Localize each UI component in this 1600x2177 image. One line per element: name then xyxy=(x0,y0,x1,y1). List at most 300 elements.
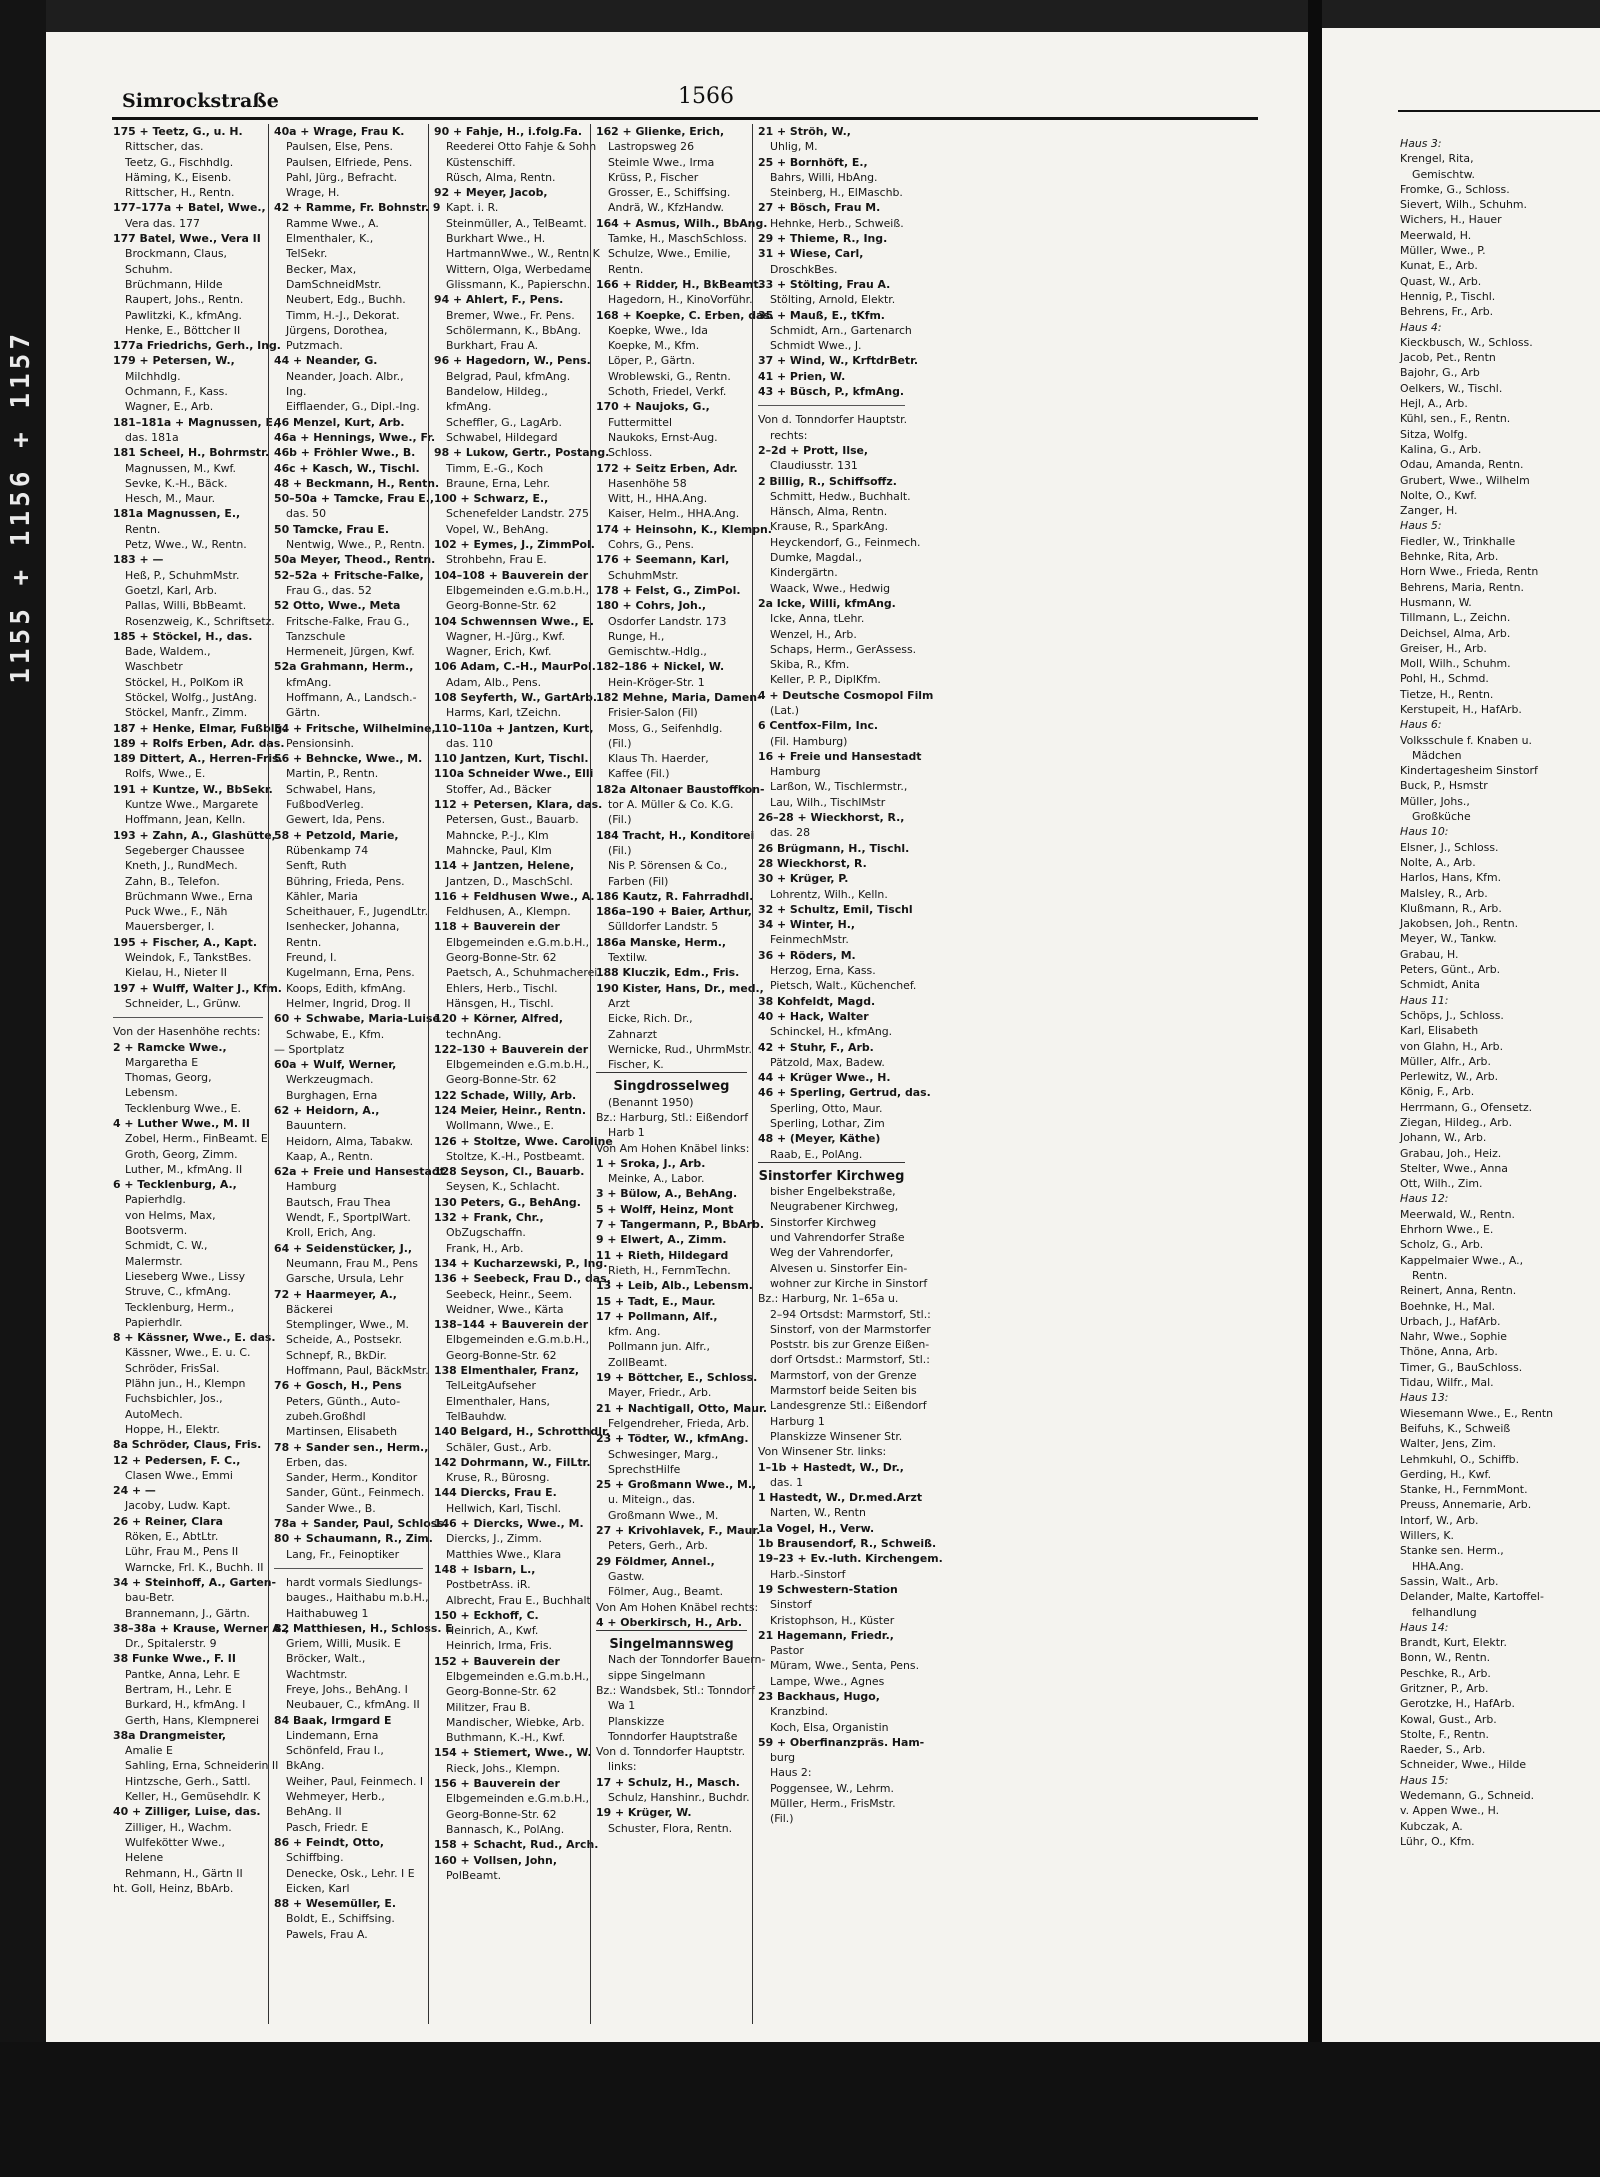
directory-entry: 118 + Bauverein der xyxy=(434,920,560,934)
directory-entry: Von der Hasenhöhe rechts: xyxy=(113,1025,261,1039)
directory-entry: Landesgrenze Stl.: Eißendorf xyxy=(770,1399,927,1413)
directory-entry: Bonn, W., Rentn. xyxy=(1400,1651,1491,1665)
directory-entry: 1a Vogel, H., Verw. xyxy=(758,1521,875,1535)
directory-entry: Schiffbing. xyxy=(286,1851,344,1865)
directory-entry: 25 + Bornhöft, E., xyxy=(758,155,868,169)
directory-entry: bau-Betr. xyxy=(125,1591,175,1605)
directory-entry: 154 + Stiemert, Wwe., W. xyxy=(434,1746,592,1760)
directory-entry: 1–1b + Hastedt, W., Dr., xyxy=(758,1460,904,1474)
directory-entry: 112 + Petersen, Klara, das. xyxy=(434,798,603,812)
directory-entry: Jürgens, Dorothea, xyxy=(286,323,388,337)
directory-entry: 23 Backhaus, Hugo, xyxy=(758,1689,880,1703)
directory-entry: Nolte, O., Kwf. xyxy=(1400,488,1477,502)
directory-entry: Grabau, Joh., Heiz. xyxy=(1400,1146,1502,1160)
directory-entry: 152 + Bauverein der xyxy=(434,1654,560,1668)
directory-entry: Sander, Günt., Feinmech. xyxy=(286,1486,425,1500)
directory-entry: Moll, Wilh., Schuhm. xyxy=(1400,657,1511,671)
directory-entry: Jacoby, Ludw. Kapt. xyxy=(125,1499,231,1513)
directory-entry: Preuss, Annemarie, Arb. xyxy=(1400,1498,1532,1512)
directory-entry: Waack, Wwe., Hedwig xyxy=(770,581,891,595)
directory-entry: Haithabuweg 1 xyxy=(286,1606,369,1620)
directory-entry: Osdorfer Landstr. 173 xyxy=(608,614,727,628)
directory-entry: u. Miteign., das. xyxy=(608,1493,696,1507)
directory-entry: 15 + Tadt, E., Maur. xyxy=(596,1294,716,1308)
directory-entry: Reinert, Anna, Rentn. xyxy=(1400,1284,1517,1298)
directory-entry: 17 + Schulz, H., Masch. xyxy=(596,1775,740,1789)
directory-entry: Weidner, Wwe., Kärta xyxy=(446,1302,564,1316)
directory-entry: Peters, Günth., Auto- xyxy=(286,1394,401,1408)
column-3 xyxy=(428,124,613,2024)
directory-entry: Stöckel, H., PolKom iR xyxy=(125,675,244,689)
directory-entry: 26–28 + Wieckhorst, R., xyxy=(758,811,905,825)
directory-entry: 179 + Petersen, W., xyxy=(113,354,235,368)
directory-entry: BkAng. xyxy=(286,1759,325,1773)
directory-entry: 2–2d + Prott, Ilse, xyxy=(758,443,869,457)
directory-entry: PostbetrAss. iR. xyxy=(446,1578,531,1592)
directory-entry: Lampe, Wwe., Agnes xyxy=(770,1674,885,1688)
directory-entry: Intorf, W., Arb. xyxy=(1400,1513,1479,1527)
directory-entry: (Fil. Hamburg) xyxy=(770,734,848,748)
directory-entry: Ehlers, Herb., Tischl. xyxy=(446,981,558,995)
directory-entry: hardt vormals Siedlungs- xyxy=(286,1575,423,1589)
directory-entry: Weindok, F., TankstBes. xyxy=(125,951,252,965)
directory-entry: Gemischtw. xyxy=(1412,167,1475,181)
directory-entry: 108 Seyferth, W., GartArb. xyxy=(434,690,598,704)
directory-entry: Harb.-Sinstorf xyxy=(770,1567,846,1581)
directory-entry: 86 + Feindt, Otto, xyxy=(274,1835,384,1849)
directory-entry: Tecklenburg, Herm., xyxy=(125,1300,235,1314)
directory-entry: Peters, Günt., Arb. xyxy=(1400,963,1501,977)
directory-entry: Peters, Gerh., Arb. xyxy=(608,1539,708,1553)
directory-entry: 177–177a + Batel, Wwe., xyxy=(113,201,266,215)
directory-entry: Margaretha E xyxy=(125,1055,199,1069)
right-page-rule xyxy=(1398,110,1600,112)
directory-entry: das. 110 xyxy=(446,736,493,750)
directory-entry: Hellwich, Karl, Tischl. xyxy=(446,1501,562,1515)
directory-entry: 27 + Krivohlavek, F., Maur. xyxy=(596,1524,761,1538)
directory-entry: burg xyxy=(770,1751,796,1765)
directory-entry: Fölmer, Aug., Beamt. xyxy=(608,1585,724,1599)
directory-entry: 164 + Asmus, Wilh., BbAng. xyxy=(596,216,768,230)
directory-entry: Belgrad, Paul, kfmAng. xyxy=(446,369,571,383)
directory-entry: das. 50 xyxy=(286,507,327,521)
header-rule xyxy=(112,117,1258,120)
directory-entry: DamSchneidMstr. xyxy=(286,277,382,291)
directory-entry: 76 + Gosch, H., Pens xyxy=(274,1379,402,1393)
directory-entry: 48 + (Meyer, Käthe) xyxy=(758,1132,881,1146)
directory-entry: Kähler, Maria xyxy=(286,889,358,903)
directory-entry: Röken, E., AbtLtr. xyxy=(125,1530,219,1544)
directory-entry: Hein-Kröger-Str. 1 xyxy=(608,675,705,689)
directory-entry: bisher Engelbekstraße, xyxy=(770,1185,896,1199)
directory-entry: 94 + Ahlert, F., Pens. xyxy=(434,293,564,307)
directory-entry: Kappelmaier Wwe., A., xyxy=(1400,1253,1524,1267)
directory-entry: 64 + Seidenstücker, J., xyxy=(274,1241,413,1255)
directory-entry: 27 + Bösch, Frau M. xyxy=(758,201,881,215)
directory-entry: Schröder, FrisSal. xyxy=(125,1361,220,1375)
directory-entry: Kranzbind. xyxy=(770,1705,829,1719)
directory-entry: Alvesen u. Sinstorfer Ein- xyxy=(770,1261,908,1275)
directory-entry: 122 Schade, Willy, Arb. xyxy=(434,1088,577,1102)
directory-entry: 2a Icke, Willi, kfmAng. xyxy=(758,596,896,610)
directory-entry: Harburg 1 xyxy=(770,1414,825,1428)
directory-entry: Schönfeld, Frau I., xyxy=(286,1744,384,1758)
directory-entry: Icke, Anna, tLehr. xyxy=(770,612,865,626)
directory-entry: 170 + Naujoks, G., xyxy=(596,400,710,414)
directory-entry: 189 Dittert, A., Herren-Fris. xyxy=(113,752,283,766)
directory-entry: Papierhdlr. xyxy=(125,1315,183,1329)
directory-entry: Pollmann jun. Alfr., xyxy=(608,1340,710,1354)
directory-entry: Plähn jun., H., Klempn xyxy=(125,1377,246,1391)
column-5 xyxy=(752,124,943,2024)
directory-entry: Rieck, Johs., Klempn. xyxy=(446,1761,561,1775)
directory-entry: Pantke, Anna, Lehr. E xyxy=(125,1667,241,1681)
directory-entry: Kielau, H., Nieter II xyxy=(125,966,227,980)
directory-entry: Bühring, Frieda, Pens. xyxy=(286,874,405,888)
directory-entry: 54 + Fritsche, Wilhelmine, xyxy=(274,721,436,735)
directory-entry: Uhlig, M. xyxy=(770,140,818,154)
directory-entry: Mahncke, P.-J., Klm xyxy=(446,828,549,842)
column-2 xyxy=(268,124,453,2024)
directory-entry: Scholz, G., Arb. xyxy=(1400,1238,1484,1252)
directory-entry: Zahn, B., Telefon. xyxy=(125,874,220,888)
directory-entry: Rittscher, H., Rentn. xyxy=(125,186,235,200)
directory-entry: Burkard, H., kfmAng. I xyxy=(125,1698,246,1712)
column-4 xyxy=(590,124,774,2024)
directory-entry: Tidau, Wilfr., Mal. xyxy=(1400,1376,1494,1390)
directory-entry: Matthies Wwe., Klara xyxy=(446,1547,562,1561)
directory-entry: Greiser, H., Arb. xyxy=(1400,641,1487,655)
directory-entry: 190 Kister, Hans, Dr., med., xyxy=(596,981,764,995)
directory-entry: Grabau, H. xyxy=(1400,947,1459,961)
directory-entry: Tonndorfer Hauptstraße xyxy=(608,1729,738,1743)
directory-entry: ht. Goll, Heinz, BbArb. xyxy=(113,1881,234,1895)
directory-entry: Von Am Hohen Knäbel rechts: xyxy=(596,1600,759,1614)
directory-entry: Stöckel, Manfr., Zimm. xyxy=(125,706,248,720)
directory-entry: das. 28 xyxy=(770,826,811,840)
directory-entry: Papierhdlg. xyxy=(125,1193,186,1207)
directory-entry: Hesch, M., Maur. xyxy=(125,492,216,506)
directory-entry: 110 Jantzen, Kurt, Tischl. xyxy=(434,752,589,766)
directory-entry: Nentwig, Wwe., P., Rentn. xyxy=(286,538,426,552)
directory-entry: 36 + Röders, M. xyxy=(758,948,856,962)
directory-entry: Reederei Otto Fahje & Sohn xyxy=(446,140,597,154)
directory-entry: Mahncke, Paul, Klm xyxy=(446,843,552,857)
directory-entry: Rentn. xyxy=(125,522,161,536)
directory-entry: Hoppe, H., Elektr. xyxy=(125,1422,220,1436)
directory-entry: Poststr. bis zur Grenze Eißen- xyxy=(770,1338,930,1352)
directory-entry: 130 Peters, G., BehAng. xyxy=(434,1195,581,1209)
directory-entry: Pietsch, Walt., Küchenchef. xyxy=(770,979,917,993)
directory-entry: Weg der Vahrendorfer, xyxy=(770,1246,894,1260)
directory-entry: Schölermann, K., BbAng. xyxy=(446,323,582,337)
directory-entry: Gemischtw.-Hdlg., xyxy=(608,645,707,659)
directory-entry: 193 + Zahn, A., Glashütte, xyxy=(113,828,276,842)
directory-entry: Rosenzweig, K., Schriftsetz. xyxy=(125,614,275,628)
directory-entry: Hagedorn, H., KinoVorführ. xyxy=(608,293,753,307)
directory-entry: Sander, Herm., Konditor xyxy=(286,1471,418,1485)
directory-entry: Segeberger Chaussee xyxy=(125,843,245,857)
right-page xyxy=(1322,28,1600,2058)
directory-entry: Elbgemeinden e.G.m.b.H., xyxy=(446,935,590,949)
directory-entry: 26 Brügmann, H., Tischl. xyxy=(758,841,910,855)
directory-entry: Schenefelder Landstr. 275 xyxy=(446,507,589,521)
directory-entry: 44 + Krüger Wwe., H. xyxy=(758,1071,891,1085)
directory-entry: 104 Schwennsen Wwe., E. xyxy=(434,614,595,628)
street-heading: Singelmannsweg xyxy=(596,1630,747,1652)
directory-entry: Müller, Alfr., Arb. xyxy=(1400,1054,1491,1068)
directory-entry: Krengel, Rita, xyxy=(1400,152,1474,166)
directory-entry: Gritzner, P., Arb. xyxy=(1400,1681,1489,1695)
directory-entry: Müller, Johs., xyxy=(1400,794,1470,808)
directory-entry: Klußmann, R., Arb. xyxy=(1400,901,1502,915)
directory-entry: 38–38a + Krause, Werner A., xyxy=(113,1621,290,1635)
directory-entry: Albrecht, Frau E., Buchhalt xyxy=(446,1593,591,1607)
directory-entry: Paulsen, Elfriede, Pens. xyxy=(286,155,413,169)
directory-entry: Hoffmann, A., Landsch.- xyxy=(286,690,417,704)
directory-entry: 62 + Heidorn, A., xyxy=(274,1104,380,1117)
directory-entry: 106 Adam, C.-H., MaurPol. xyxy=(434,660,596,674)
directory-entry: Stolte, F., Rentn. xyxy=(1400,1727,1489,1741)
directory-entry: Wroblewski, G., Rentn. xyxy=(608,369,731,383)
directory-entry: Rieth, H., FernmTechn. xyxy=(608,1263,731,1277)
directory-entry: 4 + Oberkirsch, H., Arb. xyxy=(596,1615,742,1629)
directory-entry: Brüchmann Wwe., Erna xyxy=(125,889,253,903)
house-heading: Haus 11: xyxy=(1400,993,1449,1007)
house-heading: Haus 13: xyxy=(1400,1391,1449,1405)
directory-entry: Sperling, Otto, Maur. xyxy=(770,1101,883,1115)
directory-entry: Rüsch, Alma, Rentn. xyxy=(446,170,556,184)
directory-entry: Sevke, K.-H., Bäck. xyxy=(125,476,228,490)
directory-entry: Von d. Tonndorfer Hauptstr. xyxy=(758,413,908,427)
directory-entry: 150 + Eckhoff, C. xyxy=(434,1608,539,1622)
directory-entry: 185 + Stöckel, H., das. xyxy=(113,629,253,643)
directory-entry: Scheithauer, F., JugendLtr. xyxy=(286,905,429,919)
directory-entry: Rentn. xyxy=(608,262,644,276)
directory-entry: 160 + Vollsen, John, xyxy=(434,1853,557,1867)
directory-entry: Wachtmstr. xyxy=(286,1667,348,1681)
directory-entry: Gärtn. xyxy=(286,706,321,720)
directory-entry: Ott, Wilh., Zim. xyxy=(1400,1177,1483,1191)
directory-entry: Becker, Max, xyxy=(286,262,357,276)
directory-entry: Lühr, O., Kfm. xyxy=(1400,1834,1475,1848)
directory-entry: Brannemann, J., Gärtn. xyxy=(125,1606,250,1620)
directory-entry: 166 + Ridder, H., BkBeamt. xyxy=(596,277,763,291)
directory-entry: 19 + Böttcher, E., Schloss. xyxy=(596,1371,758,1385)
directory-entry: Bahrs, Willi, HbAng. xyxy=(770,170,878,184)
street-heading: Sinstorfer Kirchweg xyxy=(758,1162,905,1184)
directory-entry: 44 + Neander, G. xyxy=(274,354,378,368)
directory-entry: Planskizze xyxy=(608,1714,665,1728)
directory-entry: Freund, I. xyxy=(286,951,337,965)
directory-entry: 60 + Schwabe, Maria-Luise xyxy=(274,1012,440,1026)
directory-entry: 21 + Ströh, W., xyxy=(758,125,851,138)
directory-entry: Andrä, W., KfzHandw. xyxy=(608,201,724,215)
directory-entry: Freye, Johs., BehAng. I xyxy=(286,1682,408,1696)
directory-entry: Henke, E., Böttcher II xyxy=(125,323,241,337)
house-heading: Haus 5: xyxy=(1400,519,1442,533)
spine-text: 1155 + 1156 + 1157 xyxy=(6,330,36,684)
directory-entry: Gastw. xyxy=(608,1569,645,1583)
directory-entry: Schmidt, C. W., xyxy=(125,1239,208,1253)
directory-entry: 102 + Eymes, J., ZimmPol. xyxy=(434,538,595,552)
directory-entry: Zobel, Herm., FinBeamt. E xyxy=(125,1132,268,1146)
directory-entry: kfmAng. xyxy=(446,400,492,414)
directory-entry: 40 + Zilliger, Luise, das. xyxy=(113,1805,261,1819)
directory-entry: 58 + Petzold, Marie, xyxy=(274,828,399,842)
directory-entry: Wittern, Olga, Werbedame xyxy=(446,262,591,276)
directory-entry: (Fil.) xyxy=(608,843,632,857)
directory-entry: Schinckel, H., kfmAng. xyxy=(770,1025,893,1039)
directory-entry: Tecklenburg Wwe., E. xyxy=(125,1101,242,1115)
directory-entry: Wollmann, Wwe., E. xyxy=(446,1119,554,1133)
directory-entry: Sitza, Wolfg. xyxy=(1400,427,1468,441)
directory-entry: Von Winsener Str. links: xyxy=(758,1445,887,1459)
directory-entry: Brockmann, Claus, xyxy=(125,247,228,261)
directory-entry: Martinsen, Elisabeth xyxy=(286,1425,398,1439)
directory-entry: 21 + Nachtigall, Otto, Maur. xyxy=(596,1401,767,1415)
directory-entry: Rentn. xyxy=(286,935,322,949)
directory-entry: Rentn. xyxy=(1412,1268,1448,1282)
directory-entry: bauges., Haithabu m.b.H., xyxy=(286,1591,429,1605)
directory-entry: Heinrich, Irma, Fris. xyxy=(446,1639,552,1653)
directory-entry: Ing. xyxy=(286,385,307,399)
directory-entry: 8a Schröder, Claus, Fris. xyxy=(113,1438,262,1452)
house-heading: Haus 4: xyxy=(1400,320,1442,334)
directory-entry: Schöps, J., Schloss. xyxy=(1400,1008,1504,1022)
directory-entry: Pawlitzki, K., kfmAng. xyxy=(125,308,242,322)
directory-entry: Bröcker, Walt., xyxy=(286,1652,366,1666)
directory-entry: Seebeck, Heinr., Seem. xyxy=(446,1287,573,1301)
directory-entry: 172 + Seitz Erben, Adr. xyxy=(596,461,738,475)
directory-entry: Boehnke, H., Mal. xyxy=(1400,1299,1496,1313)
directory-entry: Lastropsweg 26 xyxy=(608,140,695,154)
directory-entry: Heyckendorf, G., Feinmech. xyxy=(770,535,921,549)
directory-entry: Koch, Elsa, Organistin xyxy=(770,1720,889,1734)
directory-entry: Georg-Bonne-Str. 62 xyxy=(446,1073,557,1087)
directory-entry: ZollBeamt. xyxy=(608,1355,668,1369)
directory-entry: 140 Belgard, H., Schrotthdlr. xyxy=(434,1425,610,1439)
directory-entry: 6 Centfox-Film, Inc. xyxy=(758,719,879,733)
directory-entry: Timm, E.-G., Koch xyxy=(446,461,544,475)
directory-entry: 62a + Freie und Hansestadt xyxy=(274,1165,445,1179)
directory-entry: 92 + Meyer, Jacob, xyxy=(434,186,548,200)
directory-entry: 98 + Lukow, Gertr., Postang. xyxy=(434,446,610,460)
directory-entry: Schneider, Wwe., Hilde xyxy=(1400,1758,1527,1772)
directory-entry: Wichers, H., Hauer xyxy=(1400,213,1502,227)
directory-entry: 197 + Wulff, Walter J., Kfm. xyxy=(113,981,282,995)
directory-entry: Moss, G., Seifenhdlg. xyxy=(608,721,723,735)
directory-entry: Stanke, H., FernmMont. xyxy=(1400,1483,1528,1497)
directory-entry: Farben (Fil) xyxy=(608,874,669,888)
directory-entry: Rittscher, das. xyxy=(125,140,204,154)
directory-entry: Pasch, Friedr. E xyxy=(286,1820,369,1834)
directory-entry: Gerth, Hans, Klempnerei xyxy=(125,1713,260,1727)
directory-entry: 144 Diercks, Frau E. xyxy=(434,1486,557,1500)
directory-entry: Stölting, Arnold, Elektr. xyxy=(770,293,896,307)
directory-entry: Weiher, Paul, Feinmech. I xyxy=(286,1774,424,1788)
directory-entry: kfmAng. xyxy=(286,675,332,689)
directory-entry: Diercks, J., Zimm. xyxy=(446,1532,543,1546)
directory-entry: 90 + Fahje, H., i.folg.Fa. xyxy=(434,125,583,138)
scan-background xyxy=(0,2042,1600,2177)
directory-entry: 46a + Hennings, Wwe., Fr. xyxy=(274,430,436,444)
directory-entry: dorf Ortsdst.: Marmstorf, Stl.: xyxy=(770,1353,930,1367)
directory-entry: 2 Billig, R., Schiffsoffz. xyxy=(758,474,897,488)
directory-entry: (Benannt 1950) xyxy=(608,1095,694,1109)
directory-entry: 5 + Wolff, Heinz, Mont xyxy=(596,1202,734,1216)
directory-entry: Ochmann, F., Kass. xyxy=(125,385,228,399)
directory-entry: Waschbetr xyxy=(125,660,183,674)
directory-entry: 110a Schneider Wwe., Elli xyxy=(434,767,594,781)
directory-entry: 46c + Kasch, W., Tischl. xyxy=(274,461,420,475)
directory-entry: Seysen, K., Schlacht. xyxy=(446,1180,560,1194)
directory-entry: 1b Brausendorf, R., Schweiß. xyxy=(758,1537,937,1551)
directory-entry: 28 Wieckhorst, R. xyxy=(758,856,867,870)
directory-entry: Adam, Alb., Pens. xyxy=(446,675,542,689)
directory-entry: Kaffee (Fil.) xyxy=(608,767,670,781)
directory-entry: Karl, Elisabeth xyxy=(1400,1024,1479,1038)
directory-entry: Neugrabener Kirchweg, xyxy=(770,1200,899,1214)
directory-entry: Kaap, A., Rentn. xyxy=(286,1149,374,1163)
directory-entry: 2–94 Ortsdst: Marmstorf, Stl.: xyxy=(770,1307,931,1321)
directory-entry: Kroll, Erich, Ang. xyxy=(286,1226,376,1240)
directory-entry: Großküche xyxy=(1412,810,1471,824)
directory-entry: Behrens, Fr., Arb. xyxy=(1400,305,1494,319)
directory-entry: Nahr, Wwe., Sophie xyxy=(1400,1330,1508,1344)
directory-entry: Buthmann, K.-H., Kwf. xyxy=(446,1731,566,1745)
directory-entry: Bootsverm. xyxy=(125,1224,188,1238)
directory-entry: 186a Manske, Herm., xyxy=(596,935,727,949)
directory-entry: Arzt xyxy=(608,996,630,1010)
directory-entry: Schnepf, R., BkDir. xyxy=(286,1348,387,1362)
directory-entry: Steinberg, H., ElMaschb. xyxy=(770,186,903,200)
directory-entry: Thöne, Anna, Arb. xyxy=(1400,1345,1498,1359)
directory-entry: Frisier-Salon (Fil) xyxy=(608,706,698,720)
column-1 xyxy=(108,124,290,2024)
directory-entry: 180 + Cohrs, Joh., xyxy=(596,599,707,613)
directory-entry: Griem, Willi, Musik. E xyxy=(286,1637,401,1651)
directory-entry: 25 + Großmann Wwe., M., xyxy=(596,1478,757,1492)
directory-entry: Von d. Tonndorfer Hauptstr. xyxy=(596,1745,746,1759)
directory-entry: Wulfekötter Wwe., xyxy=(125,1835,225,1849)
directory-entry: Luther, M., kfmAng. II xyxy=(125,1162,243,1176)
directory-entry: Schulze, Wwe., Emilie, xyxy=(608,247,731,261)
directory-entry: 35 + Mauß, E., tKfm. xyxy=(758,308,885,322)
directory-entry: Bade, Waldem., xyxy=(125,645,211,659)
directory-entry: Kieckbusch, W., Schloss. xyxy=(1400,335,1533,349)
directory-entry: Elbgemeinden e.G.m.b.H., xyxy=(446,1792,590,1806)
directory-entry: 21 Hagemann, Friedr., xyxy=(758,1628,894,1642)
directory-entry: 40a + Wrage, Frau K. xyxy=(274,125,405,138)
directory-entry: Hänsgen, H., Tischl. xyxy=(446,996,554,1010)
directory-entry: Müller, Wwe., P. xyxy=(1400,244,1486,258)
directory-entry: Sperling, Lothar, Zim xyxy=(770,1117,885,1130)
directory-entry: 104–108 + Bauverein der xyxy=(434,568,589,582)
directory-entry: Häming, K., Eisenb. xyxy=(125,170,232,184)
directory-entry: Elbgemeinden e.G.m.b.H., xyxy=(446,1669,590,1683)
separator xyxy=(274,1568,423,1575)
directory-entry: 29 Földmer, Annel., xyxy=(596,1554,715,1568)
directory-entry: 78 + Sander sen., Herm., xyxy=(274,1440,429,1454)
directory-entry: Neubauer, C., kfmAng. II xyxy=(286,1698,420,1712)
directory-entry: Hintzsche, Gerh., Sattl. xyxy=(125,1774,251,1788)
directory-entry: Kindertagesheim Sinstorf xyxy=(1400,764,1538,778)
directory-entry: Stemplinger, Wwe., M. xyxy=(286,1318,409,1332)
directory-entry: 88 + Wesemüller, E. xyxy=(274,1897,396,1911)
directory-entry: Nach der Tonndorfer Bauern- xyxy=(608,1653,766,1667)
directory-entry: Garsche, Ursula, Lehr xyxy=(286,1272,404,1286)
